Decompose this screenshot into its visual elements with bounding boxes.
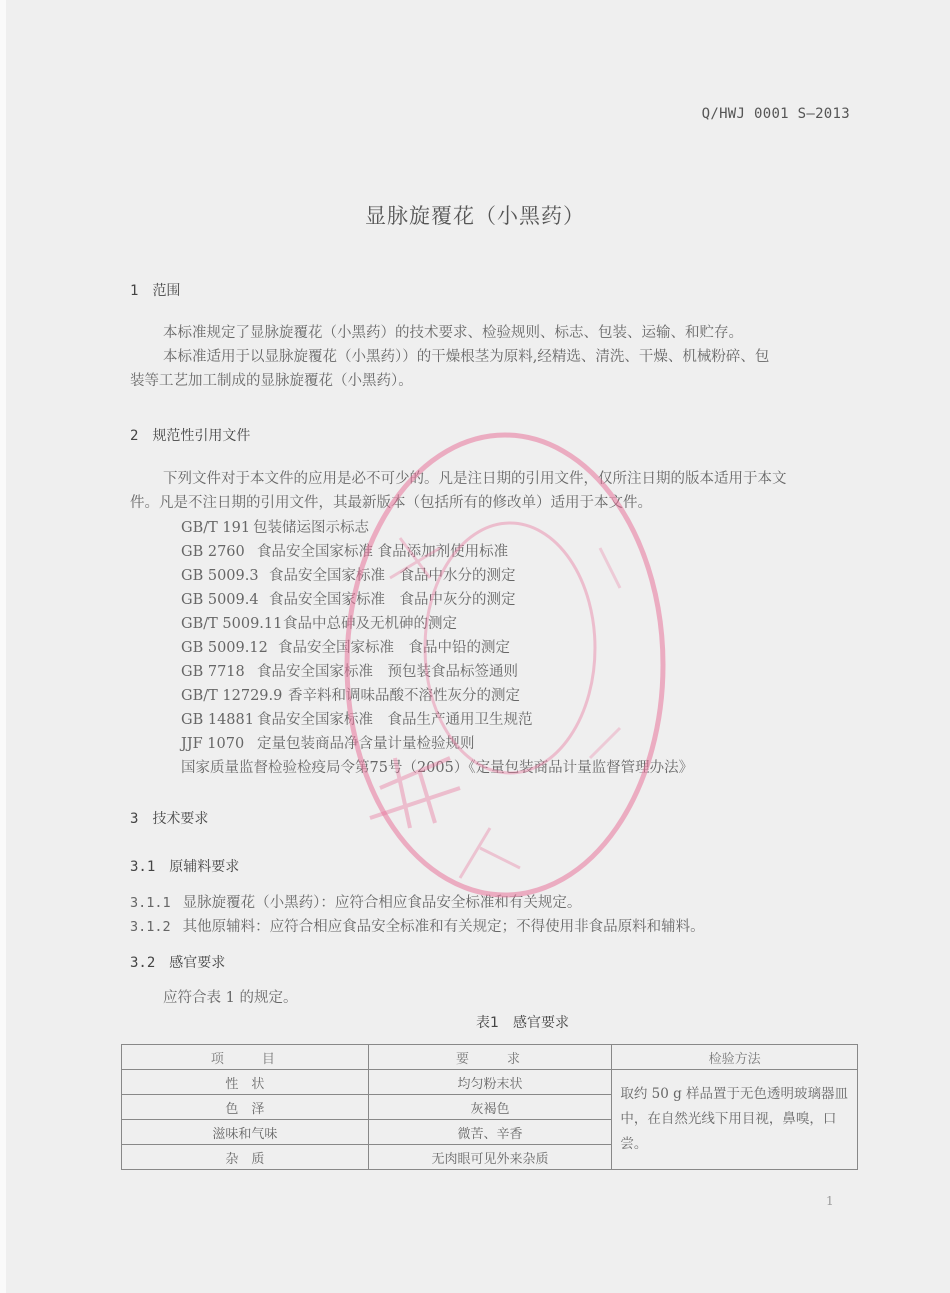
- reference-item: [181, 732, 693, 756]
- column-header-requirement: 要 求: [368, 1045, 612, 1070]
- reference-title: 食品安全国家标准 预包装食品标签通则: [257, 664, 518, 680]
- reference-code: GB 2760: [181, 544, 245, 560]
- section-heading-2: [130, 425, 250, 445]
- page-edge: [0, 0, 6, 1293]
- paragraph-line: 件。凡是不注日期的引用文件，其最新版本（包括所有的修改单）适用于本文件。: [130, 495, 652, 511]
- section-number: 2: [130, 428, 139, 444]
- reference-code: GB/T 191: [181, 520, 251, 536]
- paragraph-line: 装等工艺加工制成的显脉旋覆花（小黑药）。: [130, 373, 413, 389]
- reference-item: [181, 660, 693, 684]
- reference-code: GB/T 12729.9: [181, 688, 283, 704]
- reference-code: GB 7718: [181, 664, 245, 680]
- reference-item: [181, 516, 693, 540]
- reference-title: 包装储运图示标志: [253, 520, 369, 536]
- reference-title: 食品安全国家标准 食品添加剂使用标准: [257, 544, 509, 560]
- cell-method: 取约 50 g 样品置于无色透明玻璃器皿中，在自然光线下用目视，鼻嗅，口尝。: [612, 1070, 858, 1170]
- section-title: 范围: [152, 283, 181, 299]
- cell-requirement: 无肉眼可见外来杂质: [368, 1145, 612, 1170]
- section-title: 原辅料要求: [169, 859, 240, 875]
- table-header-row: [122, 1045, 858, 1070]
- section-title: 规范性引用文件: [152, 428, 251, 444]
- reference-item: [181, 612, 693, 636]
- reference-code: GB 5009.12: [181, 640, 268, 656]
- paragraph-line: 本标准规定了显脉旋覆花（小黑药）的技术要求、检验规则、标志、包装、运输、和贮存。: [163, 325, 743, 341]
- reference-code: GB/T 5009.11: [181, 616, 283, 632]
- table-number: 表1: [476, 1015, 499, 1031]
- table-caption: [0, 1012, 950, 1032]
- reference-title: 食品安全国家标准 食品中铅的测定: [278, 640, 510, 656]
- paragraph-line: 下列文件对于本文件的应用是必不可少的。凡是注日期的引用文件，仅所注日期的版本适用于本文: [163, 471, 787, 487]
- standard-code: Q/HWJ 0001 S—2013: [701, 106, 850, 122]
- reference-item: [181, 756, 693, 780]
- column-header-method: 检验方法: [612, 1045, 858, 1070]
- section-number: 3.2: [130, 955, 156, 971]
- reference-title: 食品安全国家标准 食品中灰分的测定: [269, 592, 516, 608]
- clause-text: 显脉旋覆花（小黑药）：应符合相应食品安全标准和有关规定。: [182, 895, 582, 911]
- paragraph-line: 本标准适用于以显脉旋覆花（小黑药））的干燥根茎为原料,经精选、清洗、干燥、机械粉碎、包: [163, 349, 770, 365]
- reference-title: 食品中总砷及无机砷的测定: [283, 616, 457, 632]
- column-header-item: 项 目: [122, 1045, 369, 1070]
- section-3-2-body: [130, 986, 852, 1010]
- table-title: 感官要求: [512, 1015, 569, 1031]
- section-number: 3: [130, 811, 139, 827]
- section-2-body: [130, 467, 852, 515]
- clause-number: 3.1.2: [130, 919, 171, 935]
- section-title: 感官要求: [169, 955, 226, 971]
- cell-requirement: 均匀粉末状: [368, 1070, 612, 1095]
- cell-item: 色 泽: [122, 1095, 369, 1120]
- paragraph-line: 应符合表 1 的规定。: [163, 990, 298, 1006]
- reference-item: [181, 708, 693, 732]
- reference-code: GB 5009.4: [181, 592, 259, 608]
- section-heading-3: [130, 808, 208, 828]
- section-1-body: [130, 321, 852, 393]
- reference-code: JJF 1070: [181, 736, 245, 752]
- section-heading-1: [130, 280, 180, 300]
- reference-item: [181, 564, 693, 588]
- cell-requirement: 灰褐色: [368, 1095, 612, 1120]
- section-heading-3-1: [130, 856, 239, 876]
- clause-text: 其他原辅料：应符合相应食品安全标准和有关规定；不得使用非食品原料和辅料。: [182, 919, 705, 935]
- section-heading-3-2: [130, 952, 225, 972]
- clause-3-1-2: [130, 915, 705, 936]
- reference-item: [181, 636, 693, 660]
- reference-list: [181, 516, 693, 780]
- sensory-requirements-table: [121, 1044, 858, 1170]
- page-number: 1: [826, 1194, 834, 1208]
- reference-item: [181, 540, 693, 564]
- reference-title: 定量包装商品净含量计量检验规则: [257, 736, 475, 752]
- cell-item: 性 状: [122, 1070, 369, 1095]
- reference-item: [181, 588, 693, 612]
- reference-title: 国家质量监督检验检疫局令第75号（2005）《定量包装商品计量监督管理办法》: [181, 760, 694, 776]
- table-row: [122, 1070, 858, 1095]
- reference-code: GB 14881: [181, 712, 254, 728]
- reference-code: GB 5009.3: [181, 568, 259, 584]
- cell-item: 杂 质: [122, 1145, 369, 1170]
- reference-title: 食品安全国家标准 食品中水分的测定: [269, 568, 516, 584]
- section-number: 1: [130, 283, 139, 299]
- reference-item: [181, 684, 693, 708]
- reference-title: 食品安全国家标准 食品生产通用卫生规范: [257, 712, 533, 728]
- document-title: 显脉旋覆花（小黑药）: [365, 204, 585, 228]
- clause-3-1-1: [130, 891, 581, 912]
- cell-item: 滋味和气味: [122, 1120, 369, 1145]
- cell-requirement: 微苦、辛香: [368, 1120, 612, 1145]
- clause-number: 3.1.1: [130, 895, 171, 911]
- reference-title: 香辛料和调味品酸不溶性灰分的测定: [288, 688, 520, 704]
- section-title: 技术要求: [152, 811, 209, 827]
- section-number: 3.1: [130, 859, 156, 875]
